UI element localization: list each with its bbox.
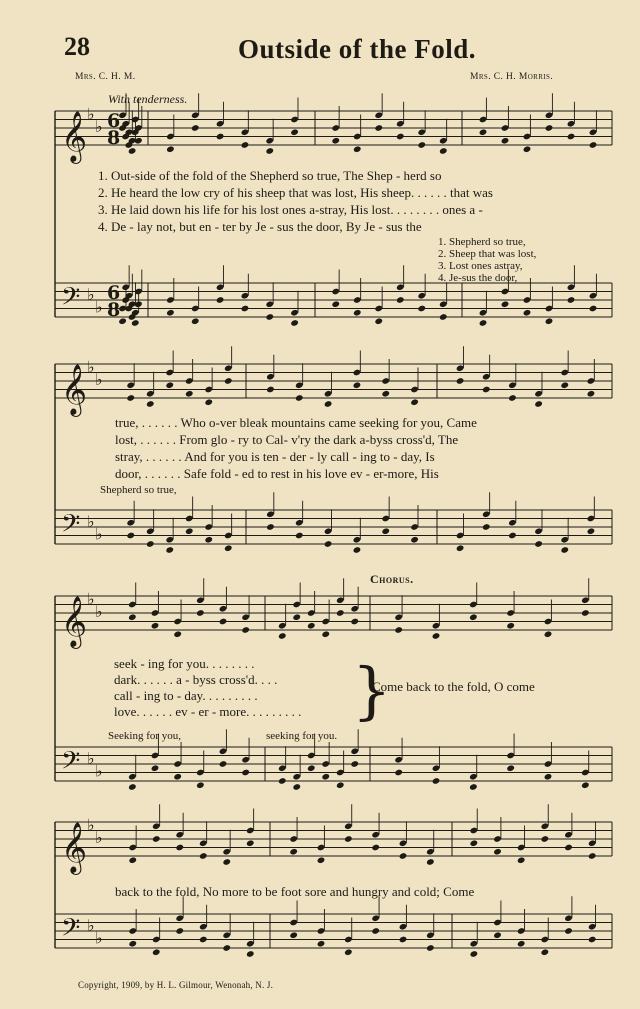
note-head	[399, 852, 408, 860]
note-head	[517, 856, 526, 864]
note-head	[587, 390, 596, 398]
verse-2-line-1: 2. He heard the low cry of his sheep that was lost, His sheep. . . . . . that was	[98, 185, 493, 200]
flat-icon: ♭	[87, 357, 95, 377]
verse-3-line-1: 3. He laid down his life for his lost ones a-stray, His lost. . . . . . . . ones a -	[98, 202, 483, 217]
verse-2-line-3: dark. . . . . . a - byss cross'd. . . .	[114, 672, 278, 687]
note-head	[541, 835, 550, 843]
flat-icon: ♭	[87, 815, 95, 835]
note-head	[350, 760, 359, 768]
note-head	[191, 317, 200, 325]
note-head	[266, 386, 275, 394]
note-head	[410, 536, 419, 544]
note-head	[508, 532, 517, 540]
note-head	[307, 622, 316, 630]
flat-icon: ♭	[95, 928, 103, 948]
note-head	[564, 844, 573, 852]
note-head	[216, 133, 225, 141]
note-head	[534, 400, 543, 408]
flat-icon: ♭	[95, 370, 103, 389]
note-head	[216, 296, 225, 304]
note-head	[265, 313, 274, 321]
time-signature-bottom: 8	[107, 299, 121, 321]
flat-icon: ♭	[87, 104, 95, 124]
note-head	[506, 764, 515, 772]
note-head	[128, 783, 137, 791]
note-head	[417, 305, 426, 313]
note-head	[374, 317, 383, 325]
note-head	[567, 133, 576, 141]
bass-echo-3: 3. Lost ones astray,	[438, 260, 523, 272]
note-head	[151, 622, 160, 630]
words-credit: Mrs. C. H. M.	[75, 72, 136, 82]
note-head	[185, 390, 194, 398]
note-head	[493, 848, 502, 856]
note-head	[374, 124, 383, 132]
note-head	[417, 141, 426, 149]
flat-icon: ♭	[87, 511, 95, 531]
note-head	[278, 632, 287, 640]
note-head	[175, 927, 184, 935]
note-head	[289, 848, 298, 856]
note-head	[173, 773, 182, 781]
note-head	[482, 523, 491, 531]
note-head	[587, 527, 596, 535]
time-signature-top: 6	[107, 282, 121, 304]
note-head	[224, 377, 233, 385]
note-head	[128, 613, 137, 621]
flat-icon: ♭	[87, 915, 95, 935]
note-head	[396, 296, 405, 304]
note-head	[469, 613, 478, 621]
note-head	[241, 141, 250, 149]
note-head	[152, 835, 161, 843]
note-head	[501, 300, 510, 308]
hymn-number: 28	[64, 32, 90, 61]
note-head	[353, 145, 362, 153]
note-head	[541, 948, 550, 956]
note-head	[295, 532, 304, 540]
chorus-label: Chorus.	[370, 572, 414, 586]
note-head	[336, 609, 345, 617]
note-head	[204, 398, 213, 406]
note-head	[324, 400, 333, 408]
bass-clef-icon: 𝄢	[61, 913, 81, 949]
verse-3-line-3: call - ing to - day. . . . . . . . .	[114, 688, 258, 703]
time-signature-top: 6	[107, 110, 121, 132]
verse-3-line-2: stray, . . . . . . And for you is ten - der - ly call - ing to - day, Is	[115, 449, 435, 464]
note-head	[344, 835, 353, 843]
note-head	[165, 546, 174, 554]
note-head	[426, 858, 435, 866]
flat-icon: ♭	[95, 828, 103, 847]
note-head	[241, 626, 250, 634]
note-head	[126, 394, 135, 402]
note-head	[292, 783, 301, 791]
note-head	[199, 852, 208, 860]
copyright-notice: Copyright, 1909, by H. L. Gilmour, Wenonah, N. J.	[78, 980, 274, 990]
note-head	[246, 839, 255, 847]
note-head	[307, 764, 316, 772]
note-head	[152, 948, 161, 956]
note-head	[331, 137, 340, 145]
note-head	[290, 128, 299, 136]
note-head	[470, 950, 479, 958]
note-head	[588, 852, 597, 860]
note-head	[241, 769, 250, 777]
note-head	[396, 133, 405, 141]
flat-icon: ♭	[95, 761, 103, 781]
treble-clef-icon: 𝄞	[61, 596, 88, 647]
note-head	[166, 309, 175, 317]
note-head	[394, 769, 403, 777]
note-head	[479, 319, 488, 327]
note-head	[517, 940, 526, 948]
treble-clef-icon: 𝄞	[61, 822, 88, 873]
flat-icon: ♭	[95, 602, 103, 621]
chorus-text: Come back to the fold, O come	[372, 679, 535, 694]
note-head	[317, 856, 326, 864]
note-head	[353, 546, 362, 554]
note-head	[196, 609, 205, 617]
note-head	[506, 622, 515, 630]
note-head	[493, 931, 502, 939]
note-head	[146, 400, 155, 408]
note-head	[199, 936, 208, 944]
note-head	[371, 844, 380, 852]
note-head	[560, 546, 569, 554]
note-head	[545, 124, 554, 132]
time-signature-bottom: 8	[107, 127, 121, 149]
note-head	[353, 309, 362, 317]
note-head	[295, 394, 304, 402]
note-head	[371, 927, 380, 935]
bass-clef-icon: 𝄢	[61, 509, 81, 545]
note-head	[146, 540, 155, 548]
note-head	[501, 137, 510, 145]
note-head	[222, 944, 231, 952]
note-head	[317, 940, 326, 948]
note-head	[128, 856, 137, 864]
note-head	[324, 540, 333, 548]
note-head	[196, 781, 205, 789]
note-head	[175, 844, 184, 852]
note-head	[165, 381, 174, 389]
note-head	[222, 858, 231, 866]
note-head	[265, 147, 274, 155]
note-head	[336, 781, 345, 789]
music-credit: Mrs. C. H. Morris.	[470, 72, 554, 82]
note-head	[166, 145, 175, 153]
note-head	[581, 609, 590, 617]
treble-clef-icon: 𝄞	[61, 111, 88, 162]
note-head	[350, 618, 359, 626]
verse-1-line-2: true, . . . . . . Who o-ver bleak mountains came seeking for you, Came	[115, 415, 477, 430]
note-head	[456, 544, 465, 552]
verse-2-line-2: lost, . . . . . . From glo - ry to Cal- v'ry the dark a-byss cross'd, The	[115, 432, 459, 447]
note-head	[469, 783, 478, 791]
note-head	[353, 381, 362, 389]
note-head	[128, 940, 137, 948]
note-head	[394, 626, 403, 634]
note-head	[290, 319, 299, 327]
note-head	[219, 618, 228, 626]
bass-echo-2: 2. Sheep that was lost,	[438, 248, 537, 260]
note-head	[173, 630, 182, 638]
note-head	[545, 317, 554, 325]
flat-icon: ♭	[95, 117, 103, 136]
note-head	[204, 536, 213, 544]
flat-icon: ♭	[87, 748, 95, 768]
flat-icon: ♭	[87, 589, 95, 609]
note-head	[224, 544, 233, 552]
bass-echo-system2: Shepherd so true,	[100, 484, 177, 496]
bass-echo-1: 1. Shepherd so true,	[438, 236, 526, 248]
verse-4-line-1: 4. De - lay not, but en - ter by Je - sus the door, By Je - sus the	[98, 219, 422, 234]
note-head	[479, 128, 488, 136]
note-head	[432, 632, 441, 640]
note-head	[185, 527, 194, 535]
note-head	[470, 839, 479, 847]
verse-1-line-3: seek - ing for you. . . . . . . .	[114, 656, 255, 671]
note-head	[567, 296, 576, 304]
bass-echo-seeking-1: Seeking for you,	[108, 730, 182, 742]
note-head	[432, 777, 441, 785]
note-head	[381, 390, 390, 398]
note-head	[126, 532, 135, 540]
note-head	[399, 936, 408, 944]
note-head	[508, 394, 517, 402]
note-head	[589, 305, 598, 313]
note-head	[191, 124, 200, 132]
flat-icon: ♭	[87, 284, 95, 304]
note-head	[588, 936, 597, 944]
note-head	[381, 527, 390, 535]
note-head	[439, 313, 448, 321]
verse-1-line-1: 1. Out-side of the fold of the Shepherd so true, The Shep - herd so	[98, 168, 442, 183]
verse-4-line-3: love. . . . . . ev - er - more. . . . . . . . .	[114, 704, 302, 719]
note-head	[344, 948, 353, 956]
note-head	[482, 386, 491, 394]
treble-clef-icon: 𝄞	[61, 364, 88, 415]
note-head	[589, 141, 598, 149]
note-head	[241, 305, 250, 313]
flat-icon: ♭	[95, 297, 103, 317]
verse-4-line-2: door, . . . . . . Safe fold - ed to rest in his love ev - er-more, His	[115, 466, 439, 481]
note-head	[219, 760, 228, 768]
bass-clef-icon: 𝄢	[61, 282, 81, 318]
note-head	[534, 540, 543, 548]
note-head	[321, 773, 330, 781]
bass-echo-seeking-2: seeking for you.	[266, 730, 338, 742]
note-head	[560, 381, 569, 389]
hymn-title: Outside of the Fold.	[238, 34, 477, 64]
note-head	[523, 309, 532, 317]
chorus-line-2: back to the fold, No more to be foot sore and hungry and cold; Come	[115, 884, 475, 899]
note-head	[131, 319, 140, 327]
note-head	[523, 145, 532, 153]
tempo-marking: With tenderness.	[108, 92, 188, 106]
note-head	[564, 927, 573, 935]
note-head	[151, 764, 160, 772]
bass-echo-4: 4. Je-sus the door,	[438, 272, 518, 284]
note-head	[439, 147, 448, 155]
note-head	[544, 630, 553, 638]
note-head	[128, 147, 137, 155]
note-head	[544, 773, 553, 781]
note-head	[266, 523, 275, 531]
bass-clef-icon: 𝄢	[61, 746, 81, 782]
flat-icon: ♭	[95, 524, 103, 544]
note-head	[456, 377, 465, 385]
note-head	[426, 944, 435, 952]
note-head	[292, 613, 301, 621]
note-head	[321, 630, 330, 638]
note-head	[246, 950, 255, 958]
note-head	[278, 777, 287, 785]
note-head	[581, 781, 590, 789]
note-head	[410, 398, 419, 406]
note-head	[289, 931, 298, 939]
chorus-brace: }	[352, 654, 392, 727]
note-head	[331, 300, 340, 308]
